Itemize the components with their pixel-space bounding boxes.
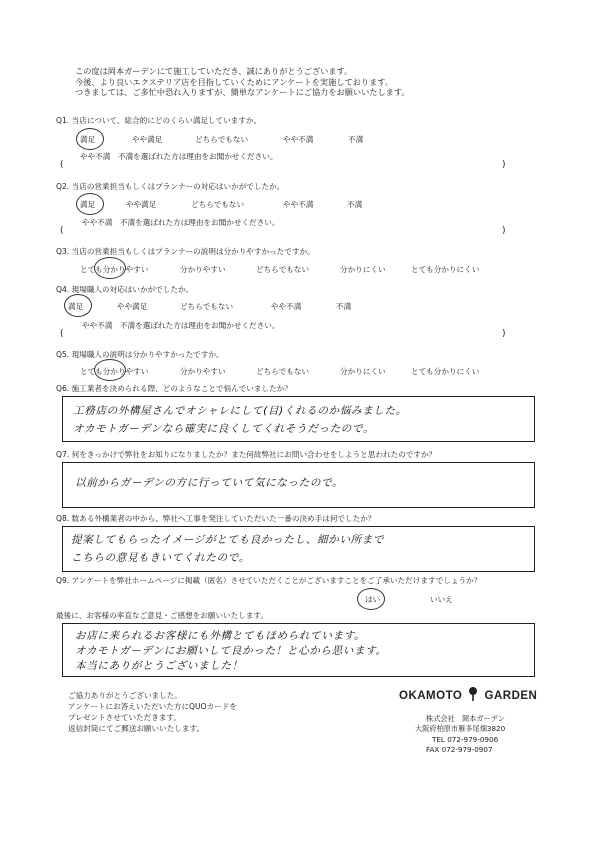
q4-option-2[interactable]: やや満足 [117, 302, 148, 311]
q3-option-2[interactable]: 分かりやすい [180, 265, 226, 274]
footer-line: ご協力ありがとうございました。 [68, 691, 182, 700]
final-answer-line: お店に来られるお客様にも外構とてもほめられています。 [75, 630, 366, 642]
q1-option-1[interactable]: 満足 [80, 135, 96, 144]
intro-line: つきましては、ご多忙中恐れ入りますが、簡単なアンケートにご協力をお願いいたします。 [75, 87, 410, 97]
intro-text [75, 66, 410, 98]
q4-option-5[interactable]: 不満 [336, 302, 352, 311]
q5-option-3[interactable]: どちらでもない [256, 367, 310, 376]
q3-option-1[interactable]: とても分かりやすい [80, 265, 149, 274]
final-answer-line: オカモトガーデンにお願いして良かった！と心から思います。 [75, 645, 387, 657]
q2-note: やや不満 不満を選ばれた方は理由をお聞かせください。 [82, 218, 280, 227]
q1-question: Q1. 当店について、総合的にどのくらい満足していますか。 [56, 116, 262, 125]
q4-reason-field[interactable] [68, 329, 498, 341]
q5-option-5[interactable]: とても分かりにくい [411, 367, 480, 376]
q3-option-4[interactable]: 分かりにくい [340, 265, 386, 274]
q9-option-yes[interactable]: はい [365, 595, 381, 604]
q1-note: やや不満 不満を選ばれた方は理由をお聞かせください。 [80, 152, 278, 161]
q1-paren-close: ) [502, 160, 506, 170]
final-answer-line: 本当にありがとうございました！ [75, 660, 243, 672]
q5-option-4[interactable]: 分かりにくい [340, 367, 386, 376]
q4-selection-circle [64, 294, 92, 317]
q6-question: Q6. 施工業者を決められる際、どのようなことで悩んでいましたか？ [56, 384, 292, 393]
q4-option-4[interactable]: やや不満 [271, 302, 302, 311]
company-address: 大阪府柏原市雁多尾畑3820 [415, 724, 506, 733]
q9-selection-circle [357, 588, 385, 610]
q2-selection-circle [76, 193, 104, 215]
q6-answer-box[interactable] [62, 396, 535, 442]
q3-question: Q3. 当店の営業担当もしくはプランナーの説明は分かりやすかったですか。 [56, 247, 315, 256]
q4-paren-open: ( [60, 329, 64, 339]
q1-option-5[interactable]: 不満 [348, 135, 364, 144]
q7-answer-line: 以前からガーデンの方に行っていて気になったので。 [75, 477, 344, 489]
company-tel: TEL 072-979-0906 [432, 735, 499, 744]
q1-option-2[interactable]: やや満足 [132, 135, 163, 144]
q5-selection-circle [94, 359, 126, 381]
q1-paren-open: ( [60, 160, 64, 170]
q8-answer-line: こちらの意見もきいてくれたので。 [71, 552, 250, 564]
q5-question: Q5. 現場職人の説明は分かりやすかったですか。 [56, 350, 224, 359]
company-fax: FAX 072-979-0907 [426, 745, 493, 754]
q9-option-no[interactable]: いいえ [430, 595, 453, 604]
q2-option-3[interactable]: どちらでもない [191, 200, 245, 209]
q1-option-3[interactable]: どちらでもない [195, 135, 249, 144]
q3-option-5[interactable]: とても分かりにくい [411, 265, 480, 274]
final-answer-box[interactable] [62, 623, 535, 677]
q2-paren-close: ) [502, 226, 506, 236]
q6-answer-line: 工務店の外構屋さんでオシャレにして(目)くれるのか悩みました。 [73, 405, 407, 417]
company-logo [399, 684, 537, 704]
intro-line: この度は岡本ガーデンにて施工していただき、誠にありがとうございます。 [75, 66, 353, 76]
footer-line: プレゼントさせていただきます。 [68, 713, 181, 722]
q1-option-4[interactable]: やや不満 [283, 135, 314, 144]
q8-question: Q8. 数ある外構業者の中から、弊社へ工事を発注していただいた一番の決め手は何でしたか？ [56, 514, 376, 523]
q2-option-4[interactable]: やや不満 [283, 200, 314, 209]
q2-reason-field[interactable] [68, 226, 498, 238]
q3-option-3[interactable]: どちらでもない [256, 265, 310, 274]
q3-selection-circle [94, 257, 126, 279]
tree-icon [468, 687, 478, 701]
logo-text-right: GARDEN [484, 690, 538, 702]
intro-line: 今後、より良いエクステリア店を目指していくためにアンケートを実施しております。 [75, 76, 393, 87]
q1-selection-circle [76, 128, 104, 150]
q4-note: やや不満 不満を選ばれた方は理由をお聞かせください。 [82, 321, 280, 330]
q4-option-3[interactable]: どちらでもない [180, 302, 234, 311]
q2-paren-open: ( [60, 226, 64, 236]
company-name: 株式会社 岡本ガーデン [426, 714, 505, 723]
q4-paren-close: ) [502, 329, 506, 339]
q8-answer-box[interactable] [62, 526, 535, 572]
footer-line: 返信封筒にてご郵送お願いいたします。 [68, 724, 205, 733]
q6-answer-line: オカモトガーデンなら確実に良くしてくれそうだったので。 [73, 423, 375, 435]
q2-option-1[interactable]: 満足 [80, 200, 96, 209]
q2-question: Q2. 当店の営業担当もしくはプランナーの対応はいかがでしたか。 [56, 182, 285, 191]
q5-option-2[interactable]: 分かりやすい [180, 367, 226, 376]
q7-question: Q7. 何をきっかけで弊社をお知りになりましたか？また何故弊社にお問い合わせをしようと思われたのですか？ [56, 450, 437, 459]
q8-answer-line: 提案してもらったイメージがとても良かったし、細かい所まで [71, 534, 385, 546]
q4-option-1[interactable]: 満足 [68, 302, 84, 311]
q9-question: Q9. アンケートを弊社ホームページに掲載（匿名）させていただくことがございますことをご了承いただけますでしょうか？ [56, 576, 482, 585]
footer-thanks [68, 690, 237, 734]
q2-option-5[interactable]: 不満 [347, 200, 363, 209]
q7-answer-box[interactable] [62, 462, 535, 508]
final-question: 最後に、お客様の率直なご意見・ご感想をお願いいたします。 [56, 611, 269, 620]
logo-text-left: OKAMOTO [399, 690, 463, 702]
q5-option-1[interactable]: とても分かりやすい [80, 367, 149, 376]
q4-question: Q4. 現場職人の対応はいかがでしたか。 [56, 285, 194, 294]
q2-option-2[interactable]: やや満足 [126, 200, 157, 209]
q1-reason-field[interactable] [68, 160, 498, 172]
footer-line: アンケートにお答えいただいた方にQUOカードを [68, 702, 237, 711]
